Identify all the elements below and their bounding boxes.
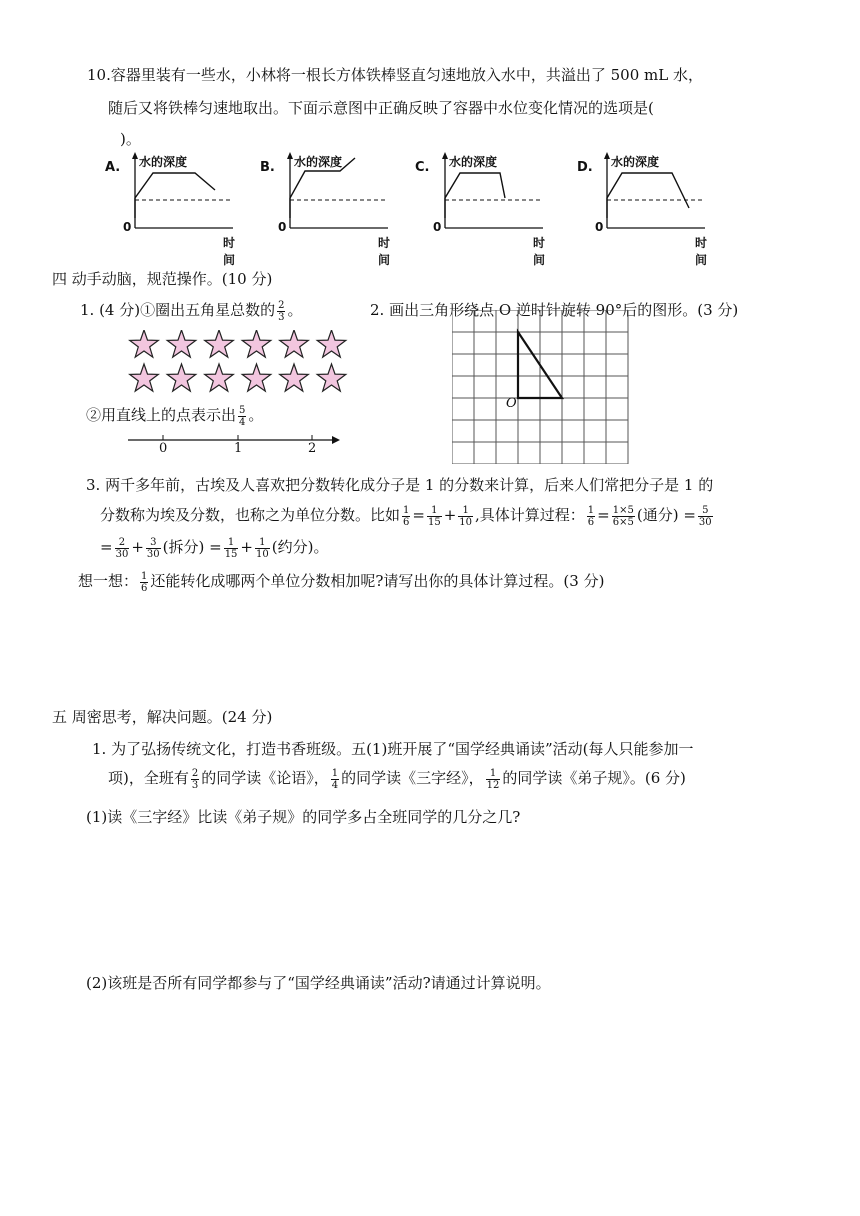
q5-1-line1: 1. 为了弘扬传统文化，打造书香班级。五(1)班开展了“国学经典诵读”活动(每人只能参加一 <box>92 740 694 758</box>
q4-3-line2: 分数称为埃及分数，也称之为单位分数。比如 $\frac{1}{6}$ = $\frac{1}{15}$ + $\frac{1}{10}$ ,具体计算过程： $\frac{1}{6}$ = $\frac{1\times 5}{6\times 5}$ (通分) = $\frac{5}{30}$ <box>100 504 712 528</box>
point-o-label: O <box>506 396 517 411</box>
origin-label: 0 <box>433 220 442 234</box>
star-shape <box>167 330 196 357</box>
star-shape <box>130 364 159 391</box>
q10-line3: )。 <box>120 130 141 148</box>
star-shape <box>205 330 234 357</box>
graph-option-d <box>577 150 708 267</box>
star-shape <box>317 364 346 391</box>
tick-label-0: 0 <box>159 441 168 456</box>
q5-1-sub2: (2)该班是否所有同学都参与了“国学经典诵读”活动?请通过计算说明。 <box>86 974 551 992</box>
think-text: 想一想： $\frac{1}{6}$ 还能转化成哪两个单位分数相加呢?请写出你的具体计算过程。(3 分) <box>78 570 605 594</box>
section4-heading: 四 动手动脑，规范操作。(10 分) <box>52 270 273 288</box>
star-shape <box>130 330 159 357</box>
y-axis-title: 水的深度 <box>139 155 188 169</box>
q4-2-text: 2. 画出三角形绕点 O 逆时针旋转 90°后的图形。(3 分) <box>370 301 739 319</box>
origin-label: 0 <box>595 220 604 234</box>
q4-3-line3: = $\frac{2}{30}$ + $\frac{3}{30}$ (拆分) = $\frac{1}{15}$ + $\frac{1}{10}$ (约分)。 <box>100 536 329 560</box>
y-axis-title: 水的深度 <box>611 155 660 169</box>
q4-1-text: 1. (4 分)①圈出五角星总数的 $\frac{2}{3}$ 。 <box>80 299 303 323</box>
section5-heading: 五 周密思考，解决问题。(24 分) <box>52 708 273 726</box>
graph-option-b <box>260 150 391 267</box>
graph-option-label: A. <box>105 160 121 175</box>
star-shape <box>280 364 309 391</box>
star-shape <box>280 330 309 357</box>
x-axis-title: 时间 <box>695 236 708 267</box>
origin-label: 0 <box>278 220 287 234</box>
star-shape <box>242 330 271 357</box>
q4-1b-text: ②用直线上的点表示出 $\frac{5}{4}$ 。 <box>86 404 264 428</box>
y-axis-title: 水的深度 <box>449 155 498 169</box>
graph-option-label: D. <box>577 160 593 175</box>
x-axis-title: 时间 <box>223 236 236 267</box>
rotation-grid <box>452 310 632 468</box>
star-shape <box>242 364 271 391</box>
graph-option-label: C. <box>415 160 430 175</box>
q5-1-line2: 项)，全班有 $\frac{2}{3}$ 的同学读《论语》， $\frac{1}{4}$ 的同学读《三字经》， $\frac{1}{12}$ 的同学读《弟子规》。(6 分) <box>108 767 686 791</box>
tick-label-2: 2 <box>308 441 317 456</box>
star-shape <box>205 364 234 391</box>
fraction: $\frac{2}{3}$ <box>278 299 285 323</box>
tick-label-1: 1 <box>234 441 243 456</box>
x-axis-title: 时间 <box>378 236 391 267</box>
q10-line1: 10.容器里装有一些水，小林将一根长方体铁棒竖直匀速地放入水中，共溢出了 500 mL 水， <box>87 66 703 84</box>
origin-label: 0 <box>123 220 132 234</box>
number-line <box>128 430 348 464</box>
graph-option-label: B. <box>260 160 275 175</box>
graph-option-c <box>415 150 546 267</box>
graph-option-a <box>105 150 236 267</box>
star-grid <box>128 330 358 400</box>
star-shape <box>167 364 196 391</box>
q5-1-sub1: (1)读《三字经》比读《弟子规》的同学多占全班同学的几分之几? <box>86 808 521 826</box>
y-axis-title: 水的深度 <box>294 155 343 169</box>
star-shape <box>317 330 346 357</box>
q4-3-line1: 3. 两千多年前，古埃及人喜欢把分数转化成分子是 1 的分数来计算，后来人们常把分子是 1 的 <box>86 476 714 494</box>
x-axis-title: 时间 <box>533 236 546 267</box>
q10-line2: 随后又将铁棒匀速地取出。下面示意图中正确反映了容器中水位变化情况的选项是( <box>108 99 654 117</box>
